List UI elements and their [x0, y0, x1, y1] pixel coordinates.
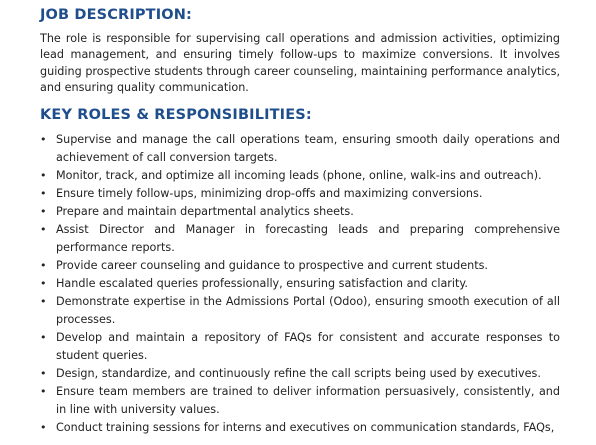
responsibility-text: Supervise and manage the call operations team, ensuring smooth daily operations and achievement of call conversion targets.: [56, 133, 560, 164]
bullet-icon: •: [40, 169, 47, 182]
responsibility-text: Develop and maintain a repository of FAQs for consistent and accurate responses to student queries.: [56, 331, 560, 362]
responsibility-item: [40, 167, 560, 185]
responsibility-text: Handle escalated queries professionally, ensuring satisfaction and clarity.: [56, 277, 468, 290]
responsibility-text: Ensure team members are trained to deliver information persuasively, consistently, and in line with university values.: [56, 385, 560, 416]
responsibility-text: Conduct training sessions for interns and executives on communication standards, FAQs,: [56, 421, 555, 434]
responsibility-item: [40, 257, 560, 275]
bullet-icon: •: [40, 205, 47, 218]
responsibility-text: Assist Director and Manager in forecasting leads and preparing comprehensive performance reports.: [56, 223, 560, 254]
responsibility-item: [40, 419, 560, 437]
bullet-icon: •: [40, 295, 47, 308]
bullet-icon: •: [40, 133, 47, 146]
bullet-icon: •: [40, 277, 47, 290]
job-description-heading: JOB DESCRIPTION:: [40, 7, 192, 23]
bullet-icon: •: [40, 385, 47, 398]
responsibility-text: Provide career counseling and guidance to prospective and current students.: [56, 259, 488, 272]
responsibility-item: [40, 365, 560, 383]
responsibility-text: Monitor, track, and optimize all incoming leads (phone, online, walk-ins and outreach).: [56, 169, 542, 182]
responsibility-text: Prepare and maintain departmental analytics sheets.: [56, 205, 354, 218]
responsibility-text: Design, standardize, and continuously refine the call scripts being used by executives.: [56, 367, 541, 380]
bullet-icon: •: [40, 331, 47, 344]
bullet-icon: •: [40, 367, 47, 380]
responsibility-item: [40, 221, 560, 257]
responsibility-text: Ensure timely follow-ups, minimizing drop-offs and maximizing conversions.: [56, 187, 483, 200]
responsibility-item: [40, 185, 560, 203]
bullet-icon: •: [40, 421, 47, 434]
responsibility-item: [40, 275, 560, 293]
responsibilities-heading: KEY ROLES & RESPONSIBILITIES:: [40, 107, 312, 123]
responsibilities-list: [40, 131, 560, 437]
bullet-icon: •: [40, 259, 47, 272]
job-description-paragraph: The role is responsible for supervising call operations and admission activities, optimizing lead management, and ensuring timely follow-ups to maximize conversions. It involves guiding prospective students through career counseling, maintaining performance analytics, and ensuring quality communication.: [40, 32, 560, 94]
bullet-icon: •: [40, 187, 47, 200]
responsibility-item: [40, 131, 560, 167]
responsibility-item: [40, 329, 560, 365]
responsibility-item: [40, 293, 560, 329]
responsibility-item: [40, 383, 560, 419]
bullet-icon: •: [40, 223, 47, 236]
responsibility-item: [40, 203, 560, 221]
responsibility-text: Demonstrate expertise in the Admissions Portal (Odoo), ensuring smooth execution of all processes.: [56, 295, 560, 326]
